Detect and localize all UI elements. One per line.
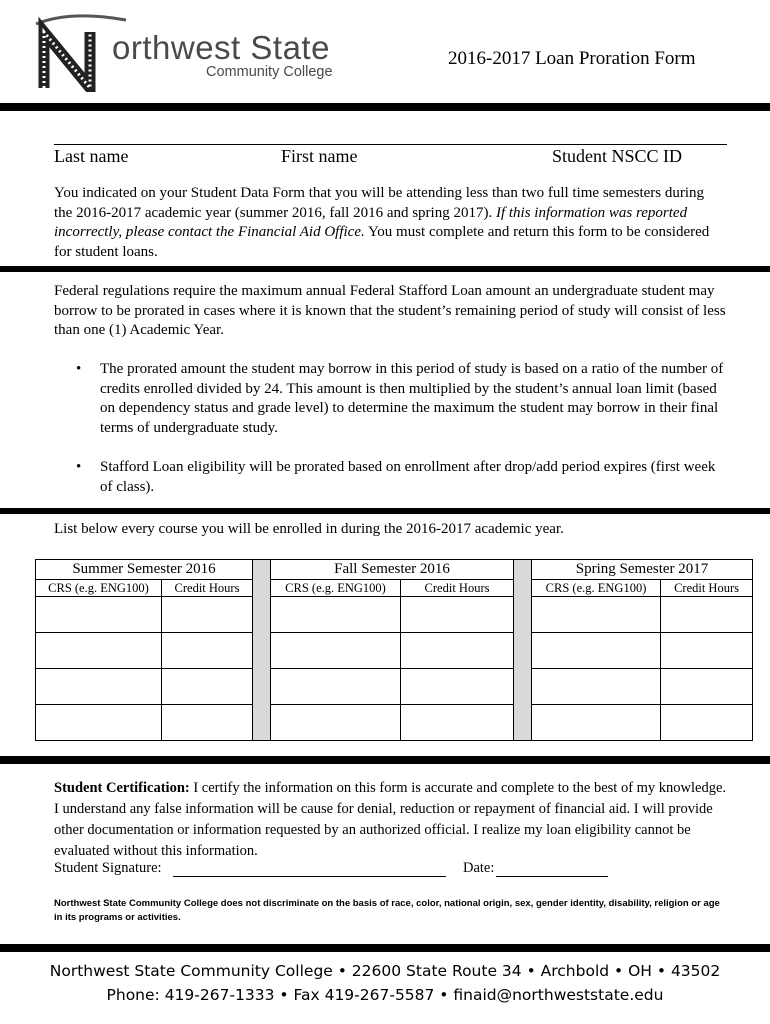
section-divider <box>0 508 770 514</box>
footer-divider <box>0 944 770 952</box>
form-title: 2016-2017 Loan Proration Form <box>448 48 696 69</box>
spring-credit-cell[interactable] <box>661 705 753 741</box>
signature-row <box>54 860 162 877</box>
section-divider <box>0 756 770 764</box>
fall-credit-cell[interactable] <box>401 705 514 741</box>
summer-credit-cell[interactable] <box>162 597 253 633</box>
logo-wordmark: orthwest State <box>112 29 330 66</box>
regulations-paragraph: Federal regulations require the maximum annual Federal Stafford Loan amount an undergraduate student may borrow to be prorated in cases where it is known that the student’s remaining period of study will consist of less than one (1) Academic Year. <box>54 283 726 338</box>
summer-crs-cell[interactable] <box>36 597 162 633</box>
summer-crs-cell[interactable] <box>36 705 162 741</box>
summer-credit-cell[interactable] <box>162 705 253 741</box>
summer-credit-cell[interactable] <box>162 669 253 705</box>
summer-crs-cell[interactable] <box>36 633 162 669</box>
spring-crs-cell[interactable] <box>532 633 661 669</box>
table-row <box>36 633 753 669</box>
last-name-label: Last name <box>54 146 129 166</box>
intro-italic-text: If this information was reported incorrectly, please contact the Financial Aid Office. <box>54 204 688 240</box>
column-separator <box>514 560 532 741</box>
signature-label: Student Signature: <box>54 860 162 876</box>
fall-crs-cell[interactable] <box>271 705 401 741</box>
bullet-item: The prorated amount the student may borrow in this period of study is based on a ratio of the number of credits enrolled divided by 24. This amount is then multiplied by the student’s annual loan limit (based on dependency status and grade level) to determine the maximum the student may borrow in their final terms of undergraduate study. <box>100 361 724 436</box>
summer-credit-cell[interactable] <box>162 633 253 669</box>
footer-contact: Phone: 419-267-1333 • Fax 419-267-5587 • finaid@northweststate.edu <box>106 986 664 1004</box>
credit-hours-column-header: Credit Hours <box>401 580 514 597</box>
fall-credit-cell[interactable] <box>401 633 514 669</box>
intro-paragraph <box>54 184 726 262</box>
name-line <box>54 144 727 145</box>
table-row <box>36 705 753 741</box>
date-field[interactable] <box>496 876 608 877</box>
signature-field[interactable] <box>173 876 446 877</box>
fall-semester-header: Fall Semester 2016 <box>271 560 514 580</box>
summer-crs-cell[interactable] <box>36 669 162 705</box>
summer-semester-header: Summer Semester 2016 <box>36 560 253 580</box>
credit-hours-column-header: Credit Hours <box>661 580 753 597</box>
certification-paragraph <box>54 778 734 862</box>
logo-subtitle: Community College <box>206 64 333 80</box>
fall-crs-cell[interactable] <box>271 597 401 633</box>
table-row <box>36 597 753 633</box>
certification-text: I certify the information on this form is accurate and complete to the best of my knowledge. I understand any false information will be cause for denial, reduction or repayment of financial aid. I will provide other documentation or information requested by an authorized official. I realize my loan eligibility cannot be evaluated without this information. <box>54 780 727 859</box>
course-table <box>35 559 753 741</box>
section-divider <box>0 266 770 272</box>
certification-label: Student Certification: <box>54 780 190 796</box>
spring-semester-header: Spring Semester 2017 <box>532 560 753 580</box>
spring-credit-cell[interactable] <box>661 633 753 669</box>
courses-instruction: List below every course you will be enrolled in during the 2016-2017 academic year. <box>54 521 564 537</box>
first-name-label: First name <box>281 146 358 166</box>
fall-crs-cell[interactable] <box>271 669 401 705</box>
spring-credit-cell[interactable] <box>661 597 753 633</box>
intro-text: You indicated on your Student Data Form that you will be attending less than two full time semesters during the 2016-2017 academic year (summer 2016, fall 2016 and spring 2017). <box>54 185 705 221</box>
table-row <box>36 669 753 705</box>
bullet-item: Stafford Loan eligibility will be prorated based on enrollment after drop/add period expires (first week of class). <box>100 459 716 495</box>
footer-address: Northwest State Community College • 22600 State Route 34 • Archbold • OH • 43502 <box>49 962 721 980</box>
intro-text-end: You must complete and return this form to be considered for student loans. <box>54 224 710 260</box>
bullet-icon: • <box>76 361 82 377</box>
spring-credit-cell[interactable] <box>661 669 753 705</box>
crs-column-header: CRS (e.g. ENG100) <box>271 580 401 597</box>
spring-crs-cell[interactable] <box>532 705 661 741</box>
crs-column-header: CRS (e.g. ENG100) <box>532 580 661 597</box>
spring-crs-cell[interactable] <box>532 597 661 633</box>
fall-credit-cell[interactable] <box>401 597 514 633</box>
credit-hours-column-header: Credit Hours <box>162 580 253 597</box>
crs-column-header: CRS (e.g. ENG100) <box>36 580 162 597</box>
nondiscrimination-statement: Northwest State Community College does not discriminate on the basis of race, color, national origin, sex, gender identity, disability, religion or age in its programs or activities. <box>54 898 720 923</box>
spring-crs-cell[interactable] <box>532 669 661 705</box>
bullet-icon: • <box>76 459 82 475</box>
header-divider <box>0 103 770 111</box>
date-label: Date: <box>463 860 495 876</box>
fall-credit-cell[interactable] <box>401 669 514 705</box>
column-separator <box>253 560 271 741</box>
student-id-label: Student NSCC ID <box>552 146 683 166</box>
fall-crs-cell[interactable] <box>271 633 401 669</box>
